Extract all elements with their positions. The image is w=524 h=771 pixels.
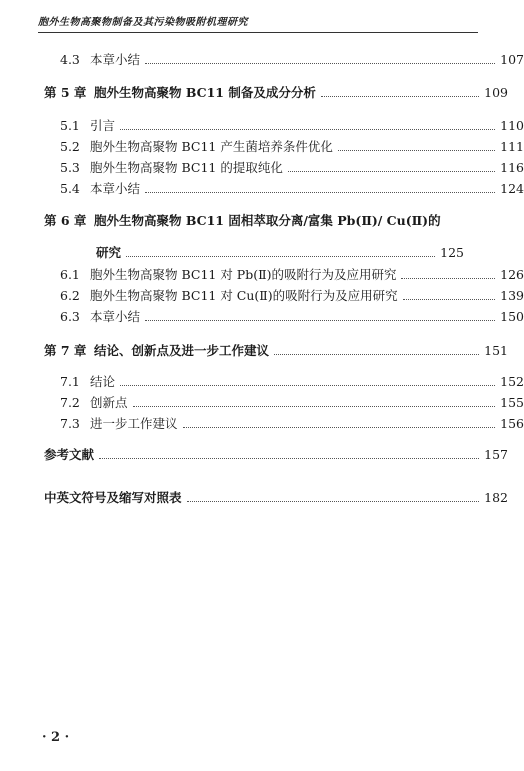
toc-entry-page: 139 [500, 288, 524, 303]
toc-chapter-number: 第 5 章 [44, 85, 87, 100]
toc-entry-7-3[interactable] [0, 416, 524, 432]
toc-entry-number: 5.1 [60, 118, 80, 133]
dot-leader [145, 63, 495, 64]
toc-entry-7-2[interactable] [0, 395, 524, 411]
toc-chapter-title-continued: 研究 [96, 245, 122, 260]
toc-entry-page: 116 [500, 160, 524, 175]
dot-leader [338, 150, 495, 151]
dot-leader [120, 129, 495, 130]
toc-entry-number: 6.1 [60, 267, 80, 282]
toc-references[interactable] [0, 447, 508, 463]
toc-entry-page: 156 [500, 416, 524, 431]
toc-entry-page: 157 [484, 447, 508, 462]
dot-leader [321, 96, 479, 97]
header-rule [38, 32, 478, 33]
page-number: · 2 · [42, 730, 70, 745]
toc-entry-title: 本章小结 [90, 181, 141, 196]
toc-entry-5-2[interactable] [0, 139, 524, 155]
dot-leader [99, 458, 479, 459]
toc-chapter-title: 参考文献 [44, 447, 95, 462]
toc-entry-title: 胞外生物高聚物 BC11 的提取纯化 [90, 160, 283, 175]
toc-entry-number: 5.3 [60, 160, 80, 175]
dot-leader [145, 192, 495, 193]
toc-chapter-5[interactable] [0, 85, 508, 101]
dot-leader [401, 278, 495, 279]
dot-leader [120, 385, 495, 386]
toc-entry-page: 151 [484, 343, 508, 358]
toc-entry-5-1[interactable] [0, 118, 524, 134]
toc-entry-page: 109 [484, 85, 508, 100]
dot-leader [403, 299, 495, 300]
toc-entry-6-1[interactable] [0, 267, 524, 283]
toc-entry-number: 6.2 [60, 288, 80, 303]
toc-entry-number: 7.1 [60, 374, 80, 389]
toc-entry-5-3[interactable] [0, 160, 524, 176]
toc-entry-7-1[interactable] [0, 374, 524, 390]
dot-leader [187, 501, 480, 502]
toc-chapter-6[interactable] [0, 213, 508, 229]
toc-entry-page: 155 [500, 395, 524, 410]
toc-entry-page: 107 [500, 52, 524, 67]
toc-entry-number: 6.3 [60, 309, 80, 324]
dot-leader [133, 406, 496, 407]
toc-entry-page: 111 [500, 139, 524, 154]
toc-entry-4-3[interactable] [0, 52, 524, 68]
toc-chapter-7[interactable] [0, 343, 508, 359]
toc-chapter-title: 结论、创新点及进一步工作建议 [94, 343, 270, 358]
toc-entry-title: 胞外生物高聚物 BC11 对 Cu(Ⅱ)的吸附行为及应用研究 [90, 288, 398, 303]
toc-entry-title: 胞外生物高聚物 BC11 产生菌培养条件优化 [90, 139, 333, 154]
toc-entry-number: 4.3 [60, 52, 80, 67]
toc-entry-page: 150 [500, 309, 524, 324]
toc-entry-title: 引言 [90, 118, 116, 133]
toc-entry-page: 126 [500, 267, 524, 282]
toc-entry-page: 125 [440, 245, 464, 260]
dot-leader [183, 427, 496, 428]
toc-entry-5-4[interactable] [0, 181, 524, 197]
toc-entry-6-2[interactable] [0, 288, 524, 304]
toc-chapter-number: 第 7 章 [44, 343, 87, 358]
toc-chapter-title: 胞外生物高聚物 BC11 制备及成分分析 [94, 85, 316, 100]
running-header: 胞外生物高聚物制备及其污染物吸附机理研究 [38, 17, 248, 28]
toc-entry-title: 创新点 [90, 395, 128, 410]
dot-leader [288, 171, 495, 172]
toc-entry-number: 5.2 [60, 139, 80, 154]
toc-chapter-number: 第 6 章 [44, 213, 87, 228]
toc-symbols-table[interactable] [0, 490, 508, 506]
dot-leader [126, 256, 435, 257]
toc-entry-number: 5.4 [60, 181, 80, 196]
toc-entry-title: 进一步工作建议 [90, 416, 178, 431]
toc-entry-number: 7.3 [60, 416, 80, 431]
toc-entry-page: 182 [484, 490, 508, 505]
toc-entry-title: 结论 [90, 374, 116, 389]
dot-leader [145, 320, 495, 321]
toc-entry-number: 7.2 [60, 395, 80, 410]
toc-entry-title: 本章小结 [90, 309, 141, 324]
toc-entry-page: 124 [500, 181, 524, 196]
dot-leader [274, 354, 479, 355]
toc-entry-title: 本章小结 [90, 52, 141, 67]
toc-entry-title: 胞外生物高聚物 BC11 对 Pb(Ⅱ)的吸附行为及应用研究 [90, 267, 397, 282]
toc-entry-page: 152 [500, 374, 524, 389]
toc-chapter-title: 中英文符号及缩写对照表 [44, 490, 182, 505]
toc-entry-page: 110 [500, 118, 524, 133]
toc-chapter-6-continuation[interactable] [96, 245, 464, 261]
toc-entry-6-3[interactable] [0, 309, 524, 325]
toc-chapter-title: 胞外生物高聚物 BC11 固相萃取分离/富集 Pb(Ⅱ)/ Cu(Ⅱ)的 [94, 213, 441, 228]
